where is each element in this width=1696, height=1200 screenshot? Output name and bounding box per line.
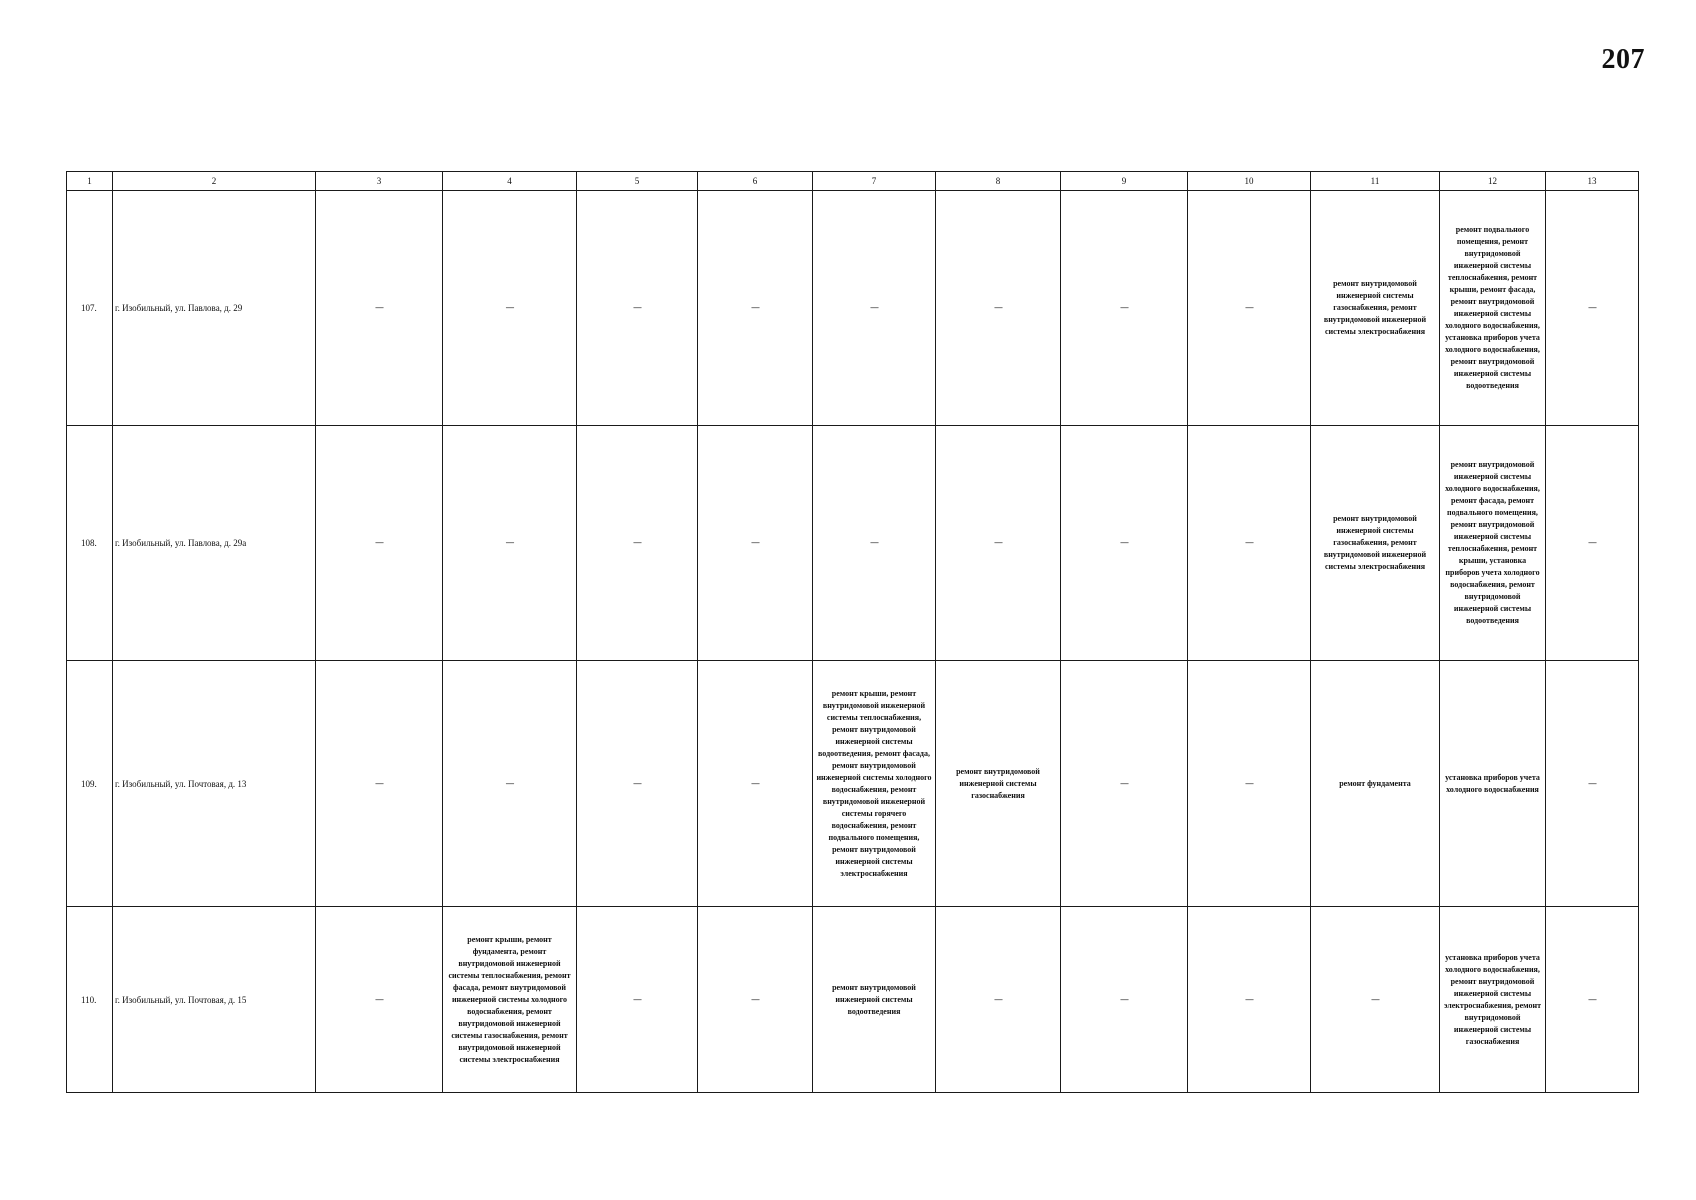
table-cell: —: [813, 426, 936, 661]
table-cell: ремонт подвального помещения, ремонт внутридомовой инженерной системы теплоснабжения, ремонт крыши, ремонт фасада, ремонт внутридомовой инженерной системы холодного водоснабжения, установка приборов учета холодного водоснабжения, ремонт внутридомовой инженерной системы водоотведения: [1440, 191, 1546, 426]
row-address: г. Изобильный, ул. Почтовая, д. 13: [113, 661, 316, 907]
table-cell: —: [577, 661, 698, 907]
table-cell: ремонт крыши, ремонт фундамента, ремонт внутридомовой инженерной системы теплоснабжения, ремонт фасада, ремонт внутридомовой инженерной системы холодного водоснабжения, ремонт внутридомовой инженерной системы газоснабжения, ремонт внутридомовой инженерной системы электроснабжения: [443, 907, 577, 1093]
col-header-6: 6: [698, 172, 813, 191]
table-cell: —: [1188, 907, 1311, 1093]
table-cell: ремонт внутридомовой инженерной системы водоотведения: [813, 907, 936, 1093]
row-address: г. Изобильный, ул. Павлова, д. 29: [113, 191, 316, 426]
table-cell: —: [1546, 426, 1639, 661]
table-cell: —: [698, 426, 813, 661]
row-number: 109.: [67, 661, 113, 907]
table-cell: —: [316, 661, 443, 907]
table-cell: ремонт фундамента: [1311, 661, 1440, 907]
table-cell: —: [577, 907, 698, 1093]
col-header-3: 3: [316, 172, 443, 191]
table-cell: —: [443, 191, 577, 426]
table-row: [67, 907, 1639, 1093]
table-cell: —: [1061, 661, 1188, 907]
table-cell: —: [1188, 426, 1311, 661]
table-cell: —: [1311, 907, 1440, 1093]
table-cell: —: [1061, 907, 1188, 1093]
table-cell: —: [577, 191, 698, 426]
table-cell: ремонт внутридомовой инженерной системы газоснабжения: [936, 661, 1061, 907]
table-cell: —: [813, 191, 936, 426]
col-header-7: 7: [813, 172, 936, 191]
col-header-10: 10: [1188, 172, 1311, 191]
table-cell: —: [1546, 907, 1639, 1093]
table-cell: —: [316, 191, 443, 426]
table-cell: —: [577, 426, 698, 661]
table-cell: —: [936, 426, 1061, 661]
table-cell: —: [1546, 661, 1639, 907]
header-row: [67, 172, 1639, 191]
table-row: [67, 191, 1639, 426]
table-cell: установка приборов учета холодного водоснабжения: [1440, 661, 1546, 907]
table-cell: —: [443, 426, 577, 661]
row-number: 107.: [67, 191, 113, 426]
col-header-4: 4: [443, 172, 577, 191]
table-cell: —: [1188, 191, 1311, 426]
col-header-2: 2: [113, 172, 316, 191]
row-number: 108.: [67, 426, 113, 661]
table-row: [67, 426, 1639, 661]
table-cell: —: [698, 907, 813, 1093]
table-cell: —: [316, 907, 443, 1093]
col-header-11: 11: [1311, 172, 1440, 191]
table-cell: ремонт внутридомовой инженерной системы газоснабжения, ремонт внутридомовой инженерной системы электроснабжения: [1311, 426, 1440, 661]
table-cell: ремонт внутридомовой инженерной системы холодного водоснабжения, ремонт фасада, ремонт подвального помещения, ремонт внутридомовой инженерной системы теплоснабжения, ремонт крыши, установка приборов учета холодного водоснабжения, ремонт внутридомовой инженерной системы водоотведения: [1440, 426, 1546, 661]
row-address: г. Изобильный, ул. Почтовая, д. 15: [113, 907, 316, 1093]
table-cell: —: [1546, 191, 1639, 426]
table-cell: —: [1188, 661, 1311, 907]
col-header-9: 9: [1061, 172, 1188, 191]
table-cell: —: [936, 191, 1061, 426]
table-cell: —: [936, 907, 1061, 1093]
table-cell: —: [698, 661, 813, 907]
table-row: [67, 661, 1639, 907]
table-cell: —: [1061, 426, 1188, 661]
table-cell: —: [1061, 191, 1188, 426]
col-header-5: 5: [577, 172, 698, 191]
col-header-8: 8: [936, 172, 1061, 191]
table-cell: ремонт внутридомовой инженерной системы газоснабжения, ремонт внутридомовой инженерной системы электроснабжения: [1311, 191, 1440, 426]
table-cell: —: [443, 661, 577, 907]
table-cell: —: [316, 426, 443, 661]
work-schedule-table: [66, 171, 1639, 1093]
row-address: г. Изобильный, ул. Павлова, д. 29а: [113, 426, 316, 661]
table-cell: —: [698, 191, 813, 426]
row-number: 110.: [67, 907, 113, 1093]
table-cell: ремонт крыши, ремонт внутридомовой инженерной системы теплоснабжения, ремонт внутридомовой инженерной системы водоотведения, ремонт фасада, ремонт внутридомовой инженерной системы холодного водоснабжения, ремонт внутридомовой инженерной системы горячего водоснабжения, ремонт подвального помещения, ремонт внутридомовой инженерной системы электроснабжения: [813, 661, 936, 907]
page-number: 207: [1601, 44, 1645, 75]
table-cell: установка приборов учета холодного водоснабжения, ремонт внутридомовой инженерной системы электроснабжения, ремонт внутридомовой инженерной системы газоснабжения: [1440, 907, 1546, 1093]
col-header-1: 1: [67, 172, 113, 191]
col-header-12: 12: [1440, 172, 1546, 191]
col-header-13: 13: [1546, 172, 1639, 191]
